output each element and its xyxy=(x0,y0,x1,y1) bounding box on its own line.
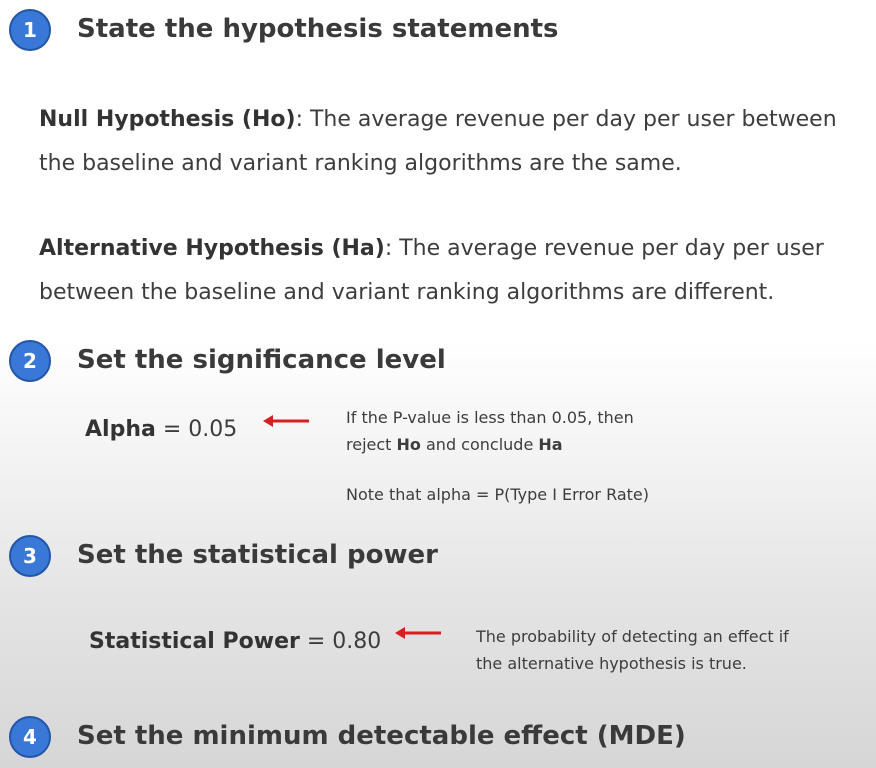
step-1-number: 1 xyxy=(23,18,37,42)
null-hypothesis xyxy=(39,98,874,186)
step-2-number: 2 xyxy=(23,349,37,373)
step-1-title: State the hypothesis statements xyxy=(77,14,559,44)
step-3-title: Set the statistical power xyxy=(77,540,438,570)
step-2-badge xyxy=(9,340,51,382)
null-hypothesis-label: Null Hypothesis (Ho) xyxy=(39,107,296,132)
null-hypothesis-text: : The average revenue per day per user between the baseline and variant ranking algorithms are the same. xyxy=(39,107,837,176)
p-value-note-conclude: and conclude xyxy=(420,435,539,454)
statistical-power-number: = 0.80 xyxy=(299,629,382,654)
step-4-title: Set the minimum detectable effect (MDE) xyxy=(77,721,686,751)
power-note: The probability of detecting an effect if the alternative hypothesis is true. xyxy=(476,627,789,673)
type-1-error-note: Note that alpha = P(Type I Error Rate) xyxy=(346,485,650,504)
p-value-note-line1: If the P-value is less than 0.05, then xyxy=(346,408,634,427)
statistical-power-value xyxy=(89,629,381,654)
alternative-hypothesis xyxy=(39,227,829,315)
step-4-badge xyxy=(9,716,51,758)
power-arrow-icon xyxy=(395,625,443,641)
alpha-value xyxy=(85,417,237,442)
p-value-note xyxy=(346,404,676,458)
step-3-number: 3 xyxy=(23,544,37,568)
alternative-hypothesis-label: Alternative Hypothesis (Ha) xyxy=(39,236,385,261)
p-value-note-ha: Ha xyxy=(538,435,563,454)
step-3-badge xyxy=(9,535,51,577)
statistical-power-label: Statistical Power xyxy=(89,629,300,654)
alpha-label: Alpha xyxy=(85,417,156,442)
p-value-note-reject: reject xyxy=(346,435,397,454)
alpha-number: = 0.05 xyxy=(155,417,238,442)
alpha-arrow-icon xyxy=(263,413,311,429)
p-value-note-ho: Ho xyxy=(396,435,421,454)
step-2-title: Set the significance level xyxy=(77,345,446,375)
step-1-badge xyxy=(9,9,51,51)
step-4-number: 4 xyxy=(23,725,37,749)
alternative-hypothesis-text: : The average revenue per day per user between the baseline and variant ranking algorithms are different. xyxy=(39,236,824,305)
